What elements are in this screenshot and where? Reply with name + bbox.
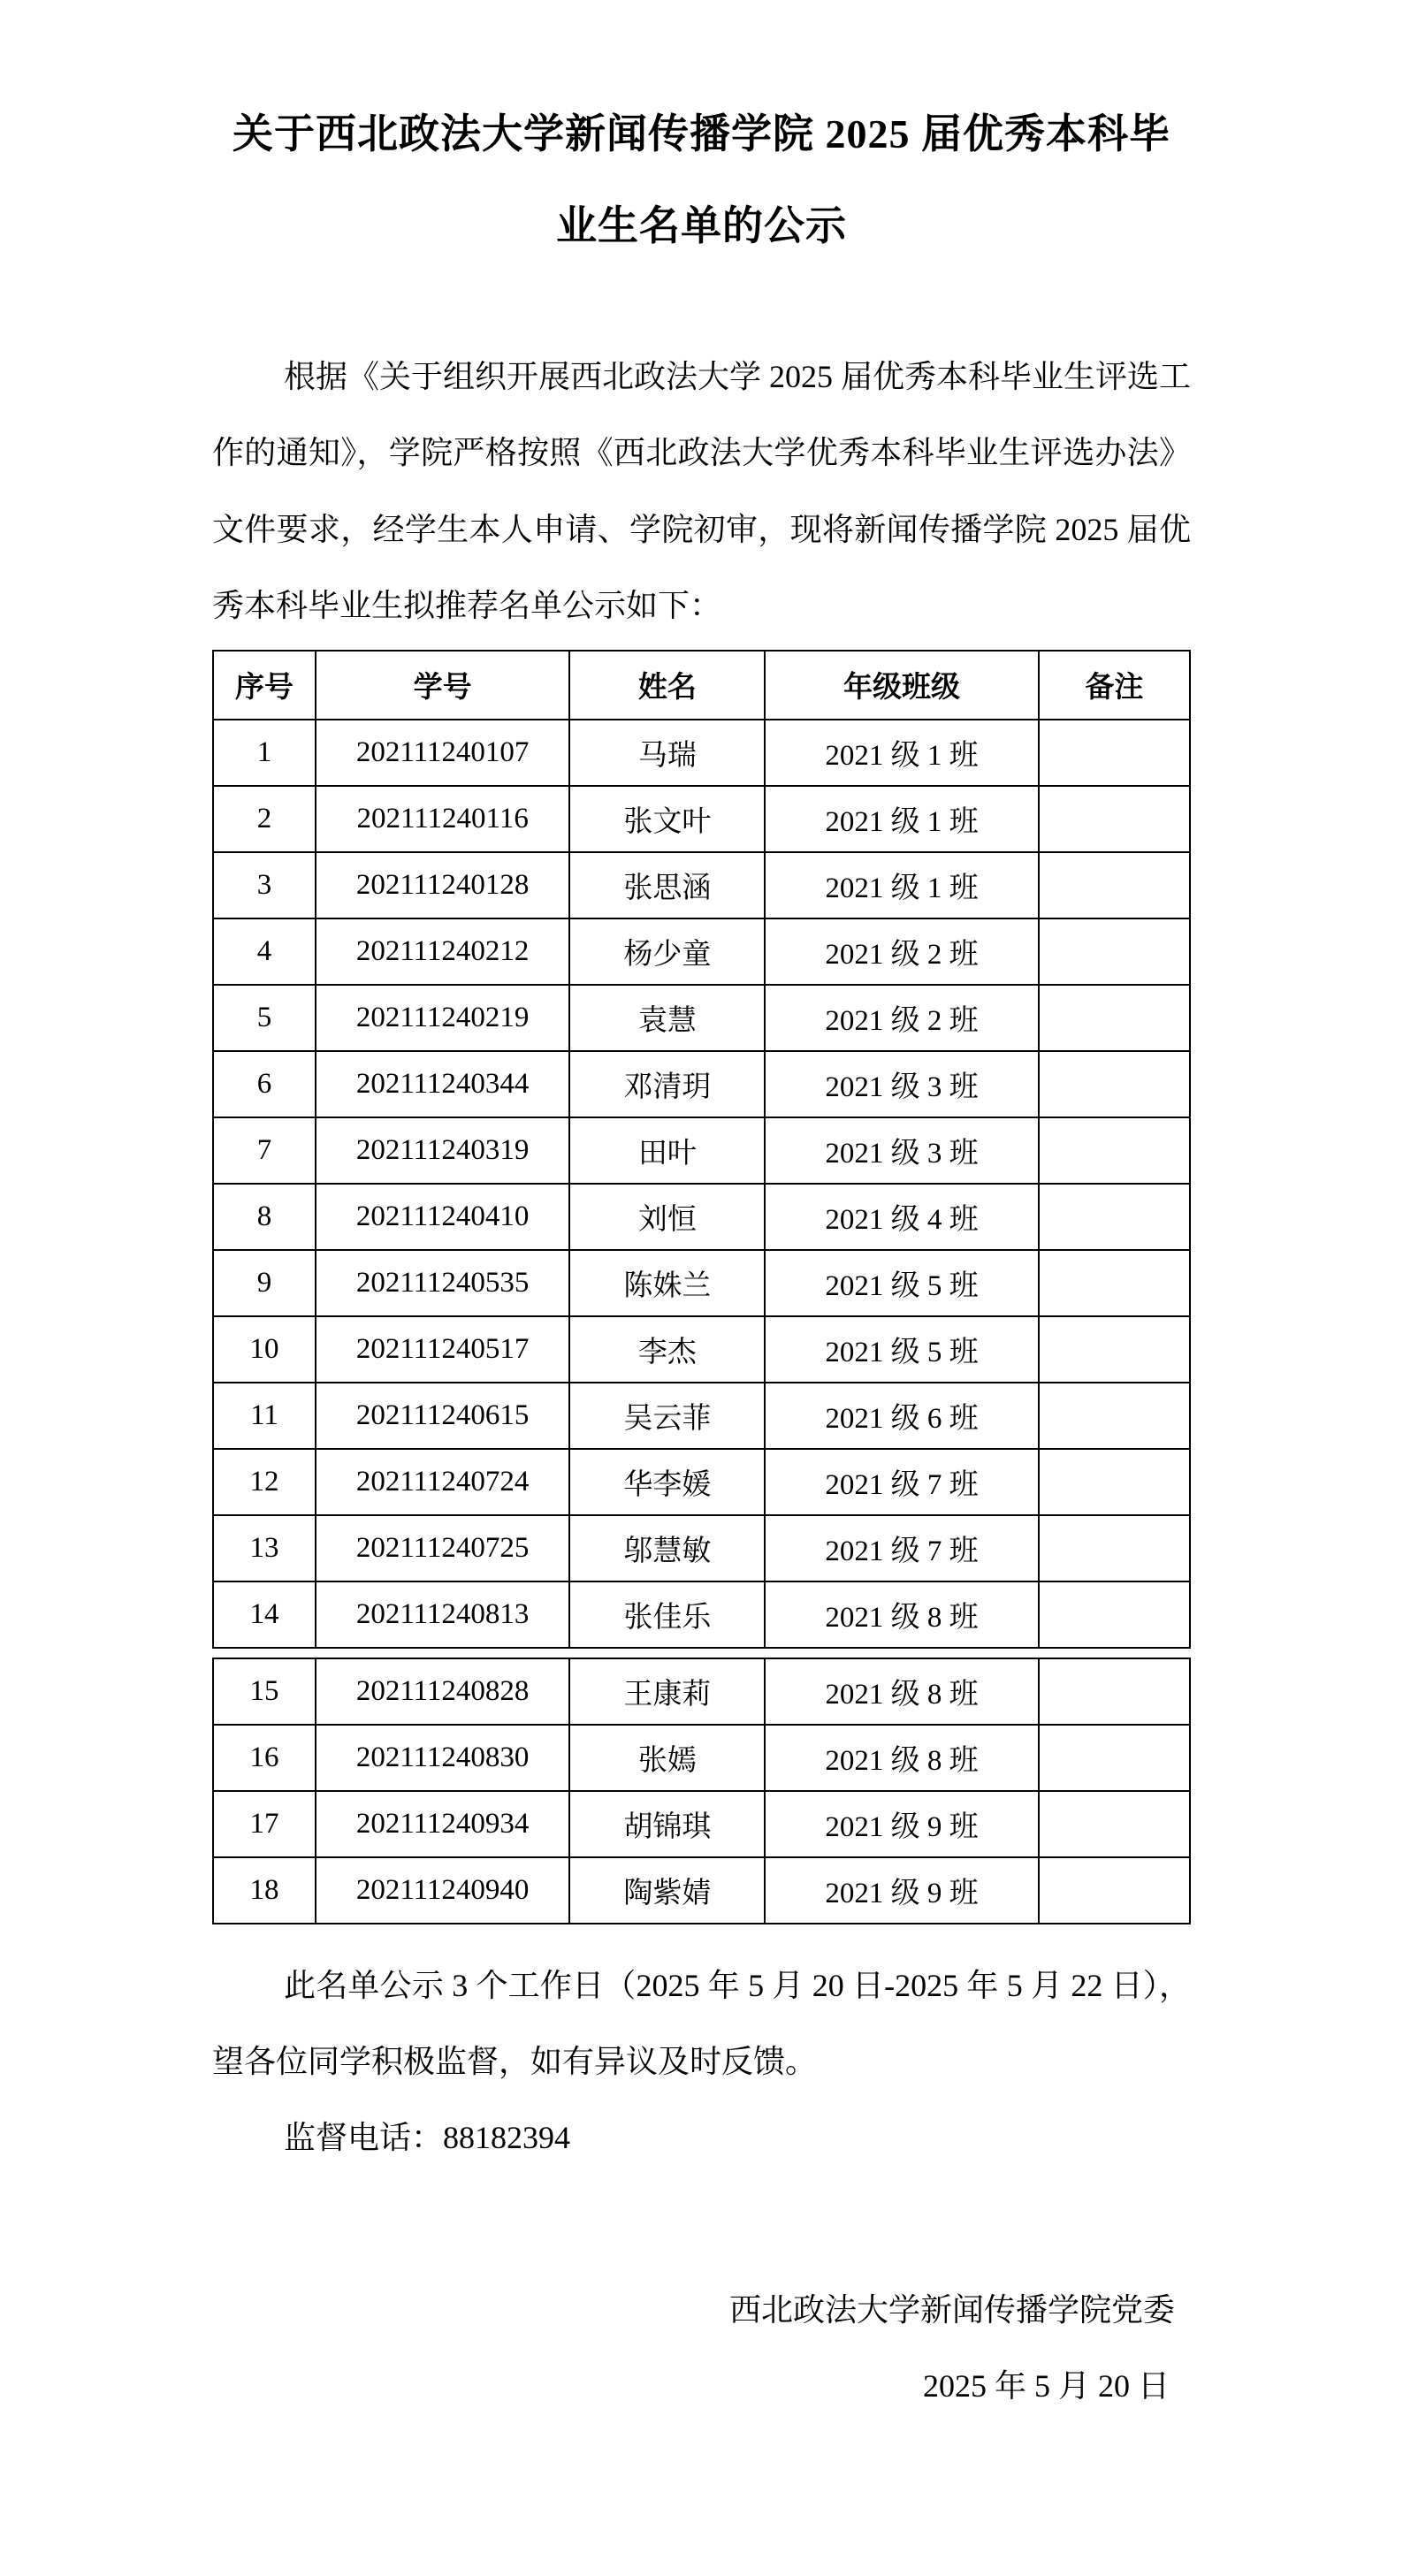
table-header-col-student-id: 学号 (316, 651, 569, 720)
cell-student-id: 202111240725 (316, 1515, 569, 1581)
cell-no: 10 (213, 1316, 316, 1383)
cell-remark (1039, 1515, 1190, 1581)
cell-student-id: 202111240517 (316, 1316, 569, 1383)
cell-name: 吴云菲 (569, 1383, 765, 1449)
cell-student-id: 202111240724 (316, 1449, 569, 1515)
cell-remark (1039, 1725, 1190, 1791)
cell-student-id: 202111240535 (316, 1250, 569, 1316)
cell-no: 4 (213, 918, 316, 985)
cell-student-id: 202111240615 (316, 1383, 569, 1449)
cell-name: 王康莉 (569, 1658, 765, 1725)
table-row (213, 1658, 1190, 1725)
cell-class: 2021 级 1 班 (765, 720, 1038, 786)
cell-name: 张嫣 (569, 1725, 765, 1791)
table-header-col-no: 序号 (213, 651, 316, 720)
cell-name: 张思涵 (569, 852, 765, 918)
table-header-col-remark: 备注 (1039, 651, 1190, 720)
document-title: 关于西北政法大学新闻传播学院 2025 届优秀本科毕业生名单的公示 (233, 111, 1170, 248)
table-row (213, 1383, 1190, 1449)
cell-student-id: 202111240830 (316, 1725, 569, 1791)
cell-no: 3 (213, 852, 316, 918)
cell-no: 11 (213, 1383, 316, 1449)
cell-class: 2021 级 2 班 (765, 985, 1038, 1051)
cell-no: 7 (213, 1117, 316, 1184)
cell-no: 8 (213, 1184, 316, 1250)
table-row (213, 1581, 1190, 1648)
graduates-table-part1 (212, 650, 1191, 1649)
cell-class: 2021 级 3 班 (765, 1051, 1038, 1117)
cell-no: 5 (213, 985, 316, 1051)
cell-student-id: 202111240344 (316, 1051, 569, 1117)
table-row (213, 918, 1190, 985)
cell-class: 2021 级 8 班 (765, 1725, 1038, 1791)
cell-name: 田叶 (569, 1117, 765, 1184)
cell-remark (1039, 720, 1190, 786)
signature-line: 西北政法大学新闻传播学院党委 (728, 2291, 1175, 2328)
cell-remark (1039, 1658, 1190, 1725)
table-row (213, 1184, 1190, 1250)
cell-remark (1039, 1791, 1190, 1857)
table-row (213, 720, 1190, 786)
cell-remark (1039, 1117, 1190, 1184)
table-row (213, 852, 1190, 918)
table-row (213, 1117, 1190, 1184)
cell-no: 6 (213, 1051, 316, 1117)
cell-name: 胡锦琪 (569, 1791, 765, 1857)
cell-name: 李杰 (569, 1316, 765, 1383)
cell-class: 2021 级 2 班 (765, 918, 1038, 985)
cell-class: 2021 级 5 班 (765, 1316, 1038, 1383)
cell-remark (1039, 1316, 1190, 1383)
cell-remark (1039, 1184, 1190, 1250)
cell-student-id: 202111240219 (316, 985, 569, 1051)
cell-no: 18 (213, 1857, 316, 1924)
cell-class: 2021 级 8 班 (765, 1581, 1038, 1648)
cell-no: 9 (213, 1250, 316, 1316)
table-row (213, 985, 1190, 1051)
cell-name: 华李媛 (569, 1449, 765, 1515)
cell-no: 17 (213, 1791, 316, 1857)
table-header-col-name: 姓名 (569, 651, 765, 720)
cell-class: 2021 级 6 班 (765, 1383, 1038, 1449)
table-row (213, 1051, 1190, 1117)
table-row (213, 1791, 1190, 1857)
cell-no: 15 (213, 1658, 316, 1725)
cell-class: 2021 级 3 班 (765, 1117, 1038, 1184)
table-row (213, 1250, 1190, 1316)
cell-class: 2021 级 5 班 (765, 1250, 1038, 1316)
closing-paragraph: 此名单公示 3 个工作日（2025 年 5 月 20 日-2025 年 5 月 22 日），望各位同学积极监督，如有异议及时反馈。 (212, 1967, 1191, 2079)
cell-class: 2021 级 1 班 (765, 852, 1038, 918)
date-line: 2025 年 5 月 20 日 (922, 2368, 1170, 2405)
cell-class: 2021 级 8 班 (765, 1658, 1038, 1725)
cell-name: 杨少童 (569, 918, 765, 985)
cell-remark (1039, 1383, 1190, 1449)
cell-remark (1039, 1250, 1190, 1316)
cell-student-id: 202111240940 (316, 1857, 569, 1924)
cell-student-id: 202111240410 (316, 1184, 569, 1250)
cell-name: 陶紫婧 (569, 1857, 765, 1924)
cell-class: 2021 级 4 班 (765, 1184, 1038, 1250)
cell-remark (1039, 786, 1190, 852)
cell-student-id: 202111240128 (316, 852, 569, 918)
cell-class: 2021 级 9 班 (765, 1791, 1038, 1857)
cell-student-id: 202111240319 (316, 1117, 569, 1184)
cell-no: 12 (213, 1449, 316, 1515)
cell-name: 邓清玥 (569, 1051, 765, 1117)
cell-student-id: 202111240107 (316, 720, 569, 786)
cell-student-id: 202111240828 (316, 1658, 569, 1725)
cell-remark (1039, 985, 1190, 1051)
cell-class: 2021 级 7 班 (765, 1515, 1038, 1581)
table-row (213, 1316, 1190, 1383)
cell-no: 13 (213, 1515, 316, 1581)
table-row (213, 1515, 1190, 1581)
cell-name: 邬慧敏 (569, 1515, 765, 1581)
table-header-col-class: 年级班级 (765, 651, 1038, 720)
cell-remark (1039, 1581, 1190, 1648)
cell-remark (1039, 1857, 1190, 1924)
cell-name: 张文叶 (569, 786, 765, 852)
cell-student-id: 202111240934 (316, 1791, 569, 1857)
cell-name: 马瑞 (569, 720, 765, 786)
cell-name: 陈姝兰 (569, 1250, 765, 1316)
cell-name: 袁慧 (569, 985, 765, 1051)
table-row (213, 1725, 1190, 1791)
cell-no: 16 (213, 1725, 316, 1791)
cell-remark (1039, 1449, 1190, 1515)
cell-remark (1039, 918, 1190, 985)
cell-no: 2 (213, 786, 316, 852)
cell-student-id: 202111240813 (316, 1581, 569, 1648)
cell-student-id: 202111240116 (316, 786, 569, 852)
cell-remark (1039, 852, 1190, 918)
table-row (213, 786, 1190, 852)
cell-class: 2021 级 1 班 (765, 786, 1038, 852)
table-row (213, 1449, 1190, 1515)
phone-line: 监督电话：88182394 (284, 2120, 571, 2156)
table-row (213, 1857, 1190, 1924)
cell-class: 2021 级 7 班 (765, 1449, 1038, 1515)
graduates-table-part2 (212, 1658, 1191, 1924)
intro-paragraph: 根据《关于组织开展西北政法大学 2025 届优秀本科毕业生评选工作的通知》，学院严格按照《西北政法大学优秀本科毕业生评选办法》文件要求，经学生本人申请、学院初审，现将新闻传播学院 2025 届优秀本科毕业生拟推荐名单公示如下： (212, 359, 1192, 624)
cell-name: 张佳乐 (569, 1581, 765, 1648)
cell-class: 2021 级 9 班 (765, 1857, 1038, 1924)
cell-name: 刘恒 (569, 1184, 765, 1250)
table-header-row (213, 651, 1190, 720)
cell-no: 14 (213, 1581, 316, 1648)
cell-no: 1 (213, 720, 316, 786)
cell-student-id: 202111240212 (316, 918, 569, 985)
cell-remark (1039, 1051, 1190, 1117)
